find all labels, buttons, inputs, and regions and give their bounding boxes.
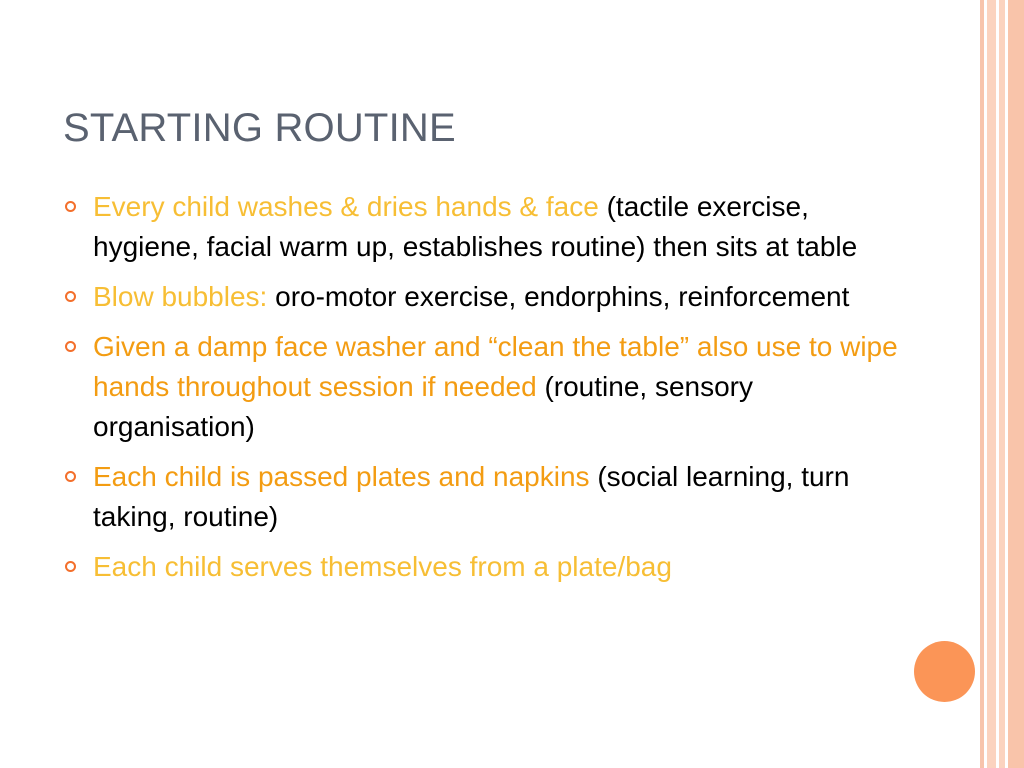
slide-title: STARTING ROUTINE — [63, 106, 456, 150]
decorative-stripe — [987, 0, 996, 768]
decorative-stripe — [1008, 0, 1024, 768]
bullet-highlight: Each child serves themselves from a plate/bag — [93, 551, 672, 582]
ring-bullet-icon — [65, 471, 76, 482]
bullet-text: (social learning, turn taking, routine) — [93, 461, 850, 532]
ring-bullet-icon — [65, 201, 76, 212]
bullet-text: oro-motor exercise, endorphins, reinforcement — [267, 281, 850, 312]
bullet-list — [62, 187, 912, 597]
bullet-highlight: Each child is passed plates and napkins — [93, 461, 590, 492]
bullet-item — [62, 327, 912, 447]
decorative-circle — [914, 641, 975, 702]
bullet-item — [62, 187, 912, 267]
decorative-stripe — [999, 0, 1005, 768]
bullet-item — [62, 457, 912, 537]
bullet-text: (tactile exercise, hygiene, facial warm up, establishes routine) then sits at table — [93, 191, 858, 262]
ring-bullet-icon — [65, 291, 76, 302]
bullet-highlight: Every child washes & dries hands & face — [93, 191, 599, 222]
bullet-highlight: Blow bubbles: — [93, 281, 268, 312]
bullet-text: (routine, sensory organisation) — [93, 371, 753, 442]
decorative-stripe — [980, 0, 984, 768]
bullet-item — [62, 277, 912, 317]
bullet-item — [62, 547, 912, 587]
ring-bullet-icon — [65, 341, 76, 352]
ring-bullet-icon — [65, 561, 76, 572]
bullet-highlight: Given a damp face washer and “clean the table” also use to wipe hands throughout session if needed — [93, 331, 898, 402]
